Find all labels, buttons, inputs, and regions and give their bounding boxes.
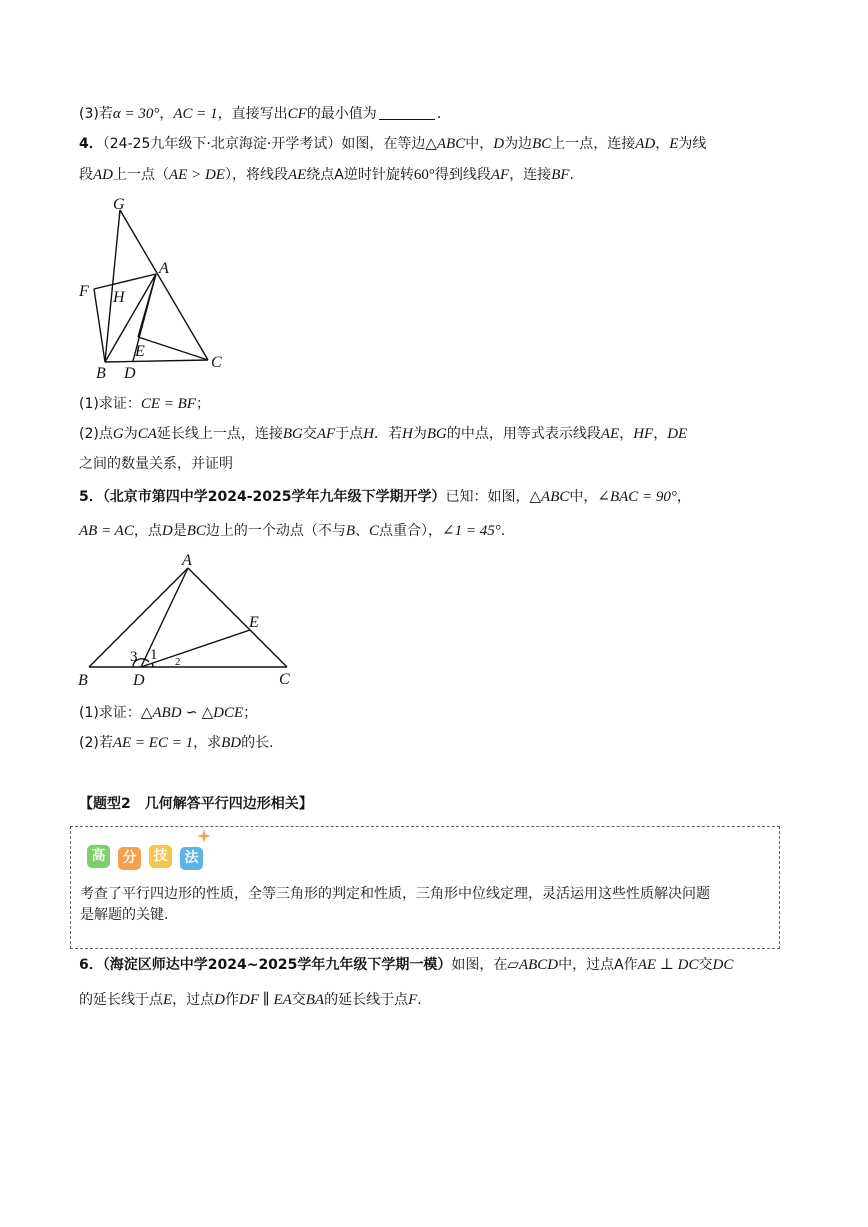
label-C: C (279, 671, 290, 688)
sparkle-icon (197, 829, 211, 843)
q4-part2-line-2: 之间的数量关系，并证明 (79, 456, 233, 472)
seg-BC (105, 360, 208, 362)
label-C: C (211, 354, 222, 371)
label-D: D (133, 672, 145, 689)
label-E: E (135, 343, 145, 360)
seg-AB (89, 568, 188, 667)
label-B: B (96, 365, 106, 382)
q5-part2: (2)若AE = EC = 1，求BD的长. (79, 735, 274, 751)
q6-source: （海淀区师达中学2024~2025学年九年级下学期一模） (102, 957, 452, 973)
label-G: G (113, 196, 125, 213)
seg-EA (138, 274, 156, 337)
q4-source: （24-25九年级下·北京海淀·开学考试） (102, 136, 342, 152)
q5-line-2: AB = AC，点D是BC边上的一个动点（不与B、C点重合），∠1 = 45°. (79, 523, 506, 539)
seg-EC (138, 337, 208, 360)
badge-ji: 技 (149, 845, 172, 868)
q4-part1: (1)求证：CE = BF； (79, 396, 210, 412)
tip-text-line-1: 考查了平行四边形的性质，全等三角形的判定和性质，三角形中位线定理，灵活运用这些性质解决问题 (80, 886, 710, 902)
seg-AD (141, 568, 188, 667)
answer-blank[interactable] (379, 105, 435, 120)
seg-FA (94, 274, 156, 289)
math-alpha: α = 30° (112, 106, 160, 122)
angle-label-2: 2 (175, 656, 181, 668)
angle-label-1: 1 (150, 647, 158, 663)
seg-GC (120, 210, 208, 360)
label-D: D (124, 365, 136, 382)
q6-line-2: 的延长线于点E，过点D作DF ∥ EA交BA的延长线于点F. (79, 992, 422, 1008)
q5-figure (75, 550, 305, 690)
q4-line-1: 4．（24-25九年级下·北京海淀·开学考试）如图，在等边△ABC中，D为边BC上一点，连接AD，E为线 (79, 136, 707, 152)
q5-part1: (1)求证：△ABD ∽ △DCE； (79, 705, 258, 721)
badge-fa: 法 (180, 847, 203, 870)
angle-label-3: 3 (130, 649, 138, 665)
label-B: B (78, 672, 88, 689)
math-ac: AC = 1 (173, 106, 218, 122)
badge-fen: 分 (118, 847, 141, 870)
badge-gao: 高 (87, 845, 110, 868)
q3-line: (3)若α = 30°，AC = 1，直接写出CF的最小值为 . (79, 106, 442, 122)
q4-part2-line-1: (2)点G为CA延长线上一点，连接BG交AF于点H．若H为BG的中点，用等式表示线段AE，HF，DE (79, 426, 688, 442)
q6-line-1: 6．（海淀区师达中学2024~2025学年九年级下学期一模）如图，在▱ABCD中，过点A作AE ⊥ DC交DC (79, 957, 734, 973)
q5-source: （北京市第四中学2024-2025学年九年级下学期开学） (102, 489, 446, 505)
section-heading: 【题型2 几何解答平行四边形相关】 (79, 796, 313, 812)
label-H: H (113, 289, 125, 306)
label-A: A (182, 552, 192, 569)
seg-FB (94, 289, 105, 362)
q4-figure (75, 192, 235, 382)
tip-box (70, 826, 780, 949)
seg-AC (188, 568, 287, 667)
label-A: A (159, 260, 169, 277)
q4-line-2: 段AD上一点（AE > DE），将线段AE绕点A逆时针旋转60°得到线段AF，连接BF. (79, 167, 574, 183)
label-E: E (249, 614, 259, 631)
label-F: F (79, 283, 89, 300)
tip-text-line-2: 是解题的关键. (80, 907, 169, 923)
q5-line-1: 5．（北京市第四中学2024-2025学年九年级下学期开学）已知：如图，△ABC中，∠BAC = 90°， (79, 489, 691, 505)
